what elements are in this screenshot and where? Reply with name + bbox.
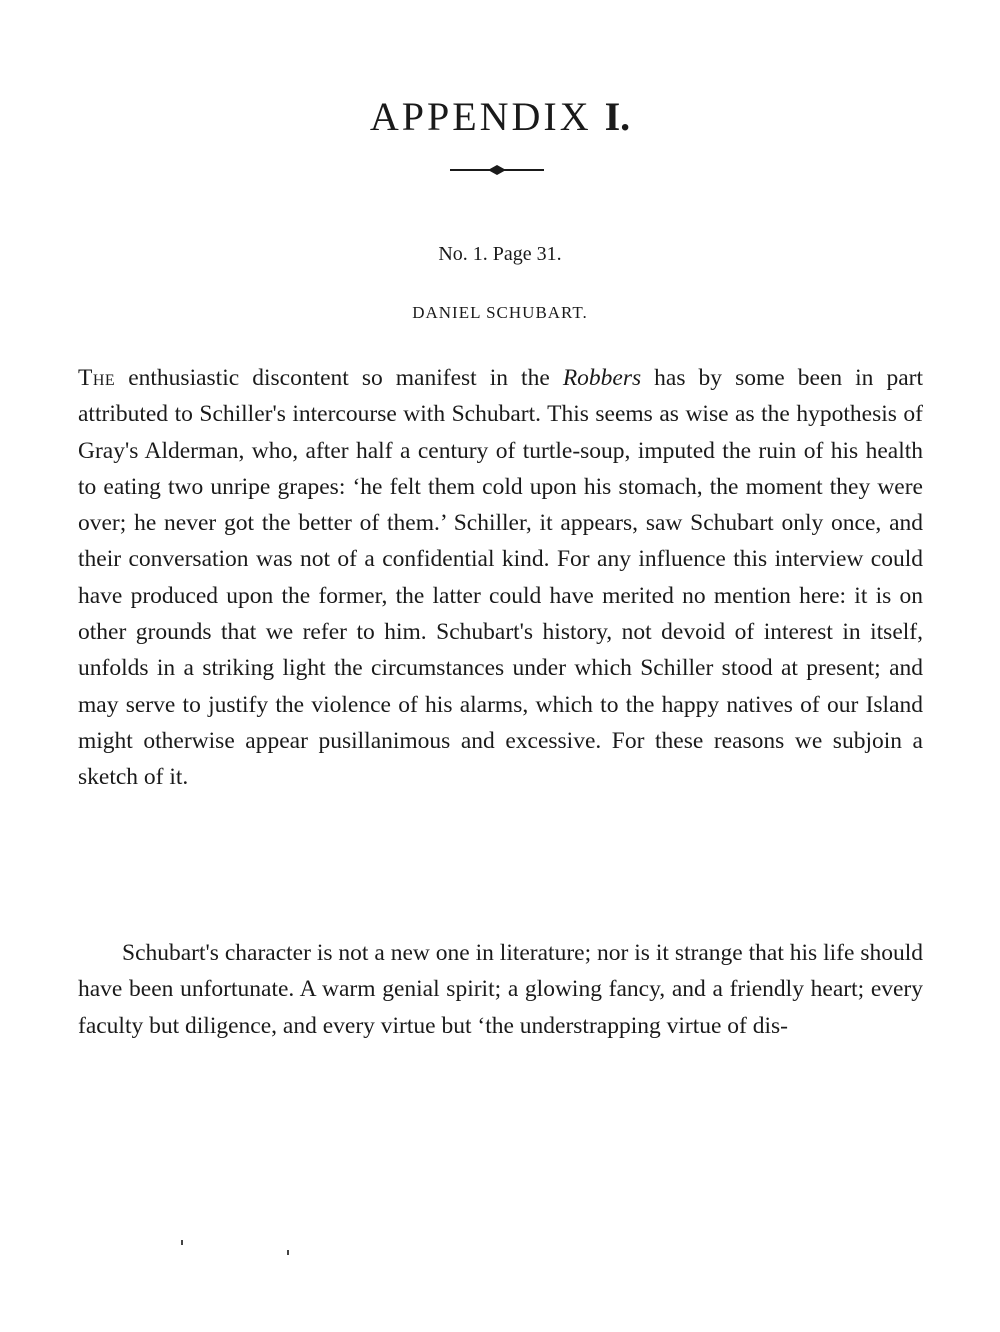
print-speck-mark	[181, 1240, 183, 1245]
title-word: APPENDIX	[369, 93, 592, 139]
title-numeral: I.	[604, 93, 631, 139]
paragraph-1	[78, 360, 923, 796]
section-subheading: DANIEL SCHUBART.	[412, 303, 588, 322]
paragraph-1-text-b: has by some been in part attributed to Schiller's intercourse with Schubart. This seems as wise as the hypothesis of Gray's Alderman, who, after half a century of turtle-soup, imputed the ruin of his health to eating two unripe grapes: ‘he felt them cold upon his stomach, the moment they were over; he never got the better of them.’ Schiller, it appears, saw Schubart only once, and their conversation was not of a confidential kind. For any influence this interview could have produced upon the former, the latter could have merited no mention here: it is on other grounds that we refer to him. Schubart's history, not devoid of interest in itself, unfolds in a striking light the circumstances under which Schiller stood at present; and may serve to justify the violence of his alarms, which to the happy natives of our Island might otherwise appear pusillanimous and excessive. For these reasons we subjoin a sketch of it.	[78, 365, 923, 791]
italic-title: Robbers	[562, 365, 642, 391]
print-speck-mark	[287, 1250, 289, 1255]
paragraph-1-text-a: enthusiastic discontent so manifest in the	[115, 365, 563, 391]
page-title	[0, 93, 1000, 141]
page-reference: No. 1. Page 31.	[438, 243, 562, 265]
ornament-divider-icon	[448, 160, 546, 180]
paragraph-2: Schubart's character is not a new one in literature; nor is it strange that his life should have been unfortunate. A warm genial spirit; a glowing fancy, and a friendly heart; every faculty but diligence, and every virtue but ‘the understrapping virtue of dis-	[78, 940, 923, 1039]
paragraph-lead-word: The	[78, 365, 116, 391]
